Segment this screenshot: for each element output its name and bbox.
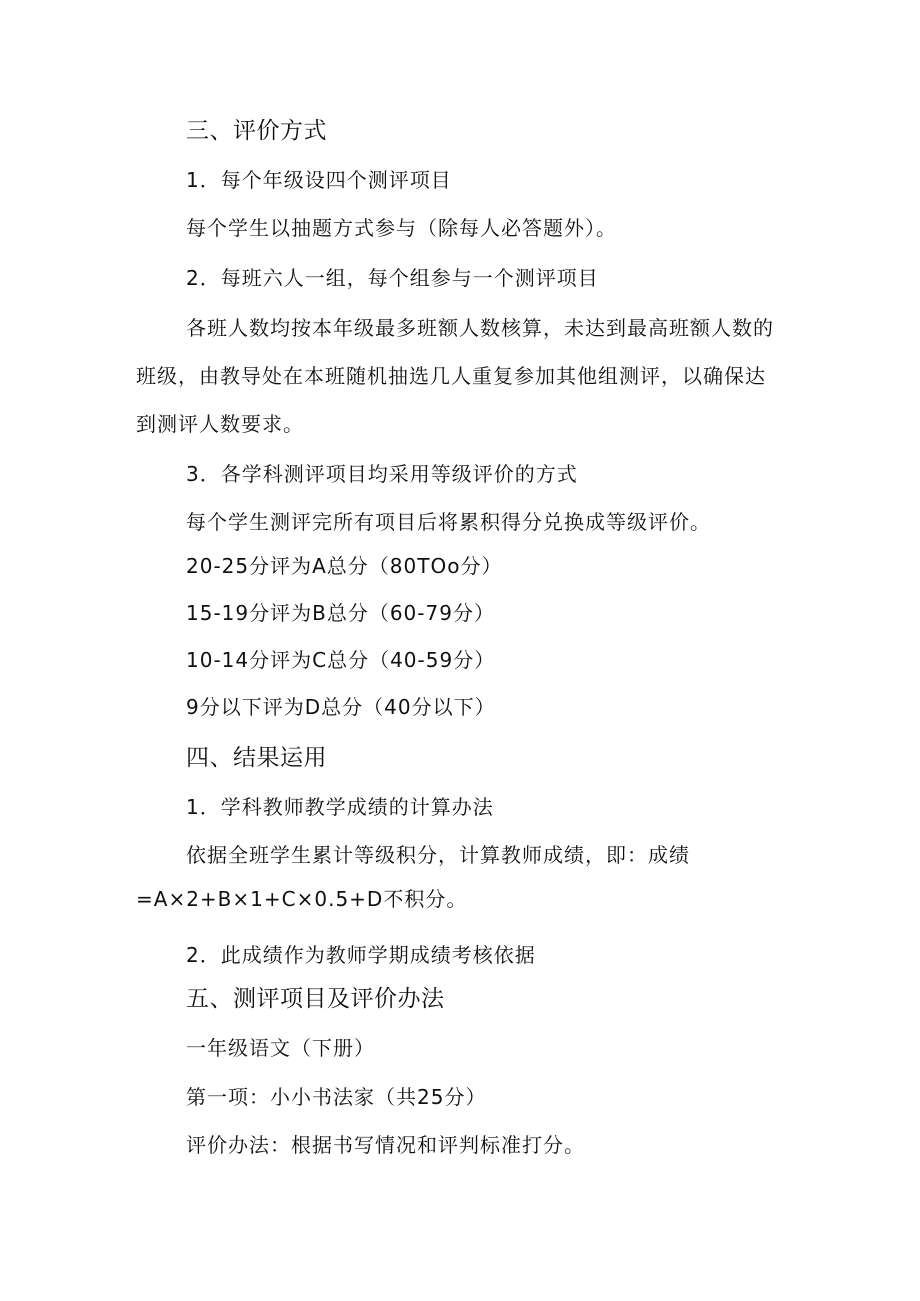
paragraph-draw-lots: 每个学生以抽题方式参与（除每人必答题外）。 xyxy=(186,216,617,240)
section-heading-projects-and-methods: 五、测评项目及评价办法 xyxy=(186,986,445,1012)
paragraph-headcount-line-2: 班级，由教导处在本班随机抽选几人重复参加其他组测评，以确保达 xyxy=(136,364,766,388)
paragraph-convert-scores: 每个学生测评完所有项目后将累积得分兑换成等级评价。 xyxy=(186,510,711,534)
paragraph-teacher-score-formula: =A×2+B×1+C×0.5+D不积分。 xyxy=(136,887,468,911)
item-title-assessment-basis: 2．此成绩作为教师学期成绩考核依据 xyxy=(186,943,536,967)
paragraph-headcount-line-1: 各班人数均按本年级最多班额人数核算，未达到最高班额人数的 xyxy=(186,316,774,340)
section-heading-evaluation-method: 三、评价方式 xyxy=(186,118,327,144)
paragraph-teacher-score-line-1: 依据全班学生累计等级积分，计算教师成绩，即：成绩 xyxy=(186,843,690,867)
grade-rule-c: 10-14分评为C总分（40-59分） xyxy=(186,648,496,672)
item-title-group-of-six: 2．每班六人一组，每个组参与一个测评项目 xyxy=(186,266,599,290)
item-title-grade-evaluation: 3．各学科测评项目均采用等级评价的方式 xyxy=(186,462,578,486)
grade-rule-b: 15-19分评为B总分（60-79分） xyxy=(186,601,495,625)
grade-rule-d: 9分以下评为D总分（40分以下） xyxy=(186,695,496,719)
item-calligraphy: 第一项：小小书法家（共25分） xyxy=(186,1085,487,1109)
section-heading-result-usage: 四、结果运用 xyxy=(186,745,327,771)
paragraph-evaluation-method: 评价办法：根据书写情况和评判标准打分。 xyxy=(186,1133,585,1157)
subject-grade1-chinese: 一年级语文（下册） xyxy=(186,1036,375,1060)
grade-rule-a: 20-25分评为A总分（80TOo分） xyxy=(186,554,503,578)
paragraph-headcount-line-3: 到测评人数要求。 xyxy=(136,412,304,436)
item-title-four-projects: 1．每个年级设四个测评项目 xyxy=(186,168,452,192)
item-title-teacher-score-calc: 1．学科教师教学成绩的计算办法 xyxy=(186,795,494,819)
